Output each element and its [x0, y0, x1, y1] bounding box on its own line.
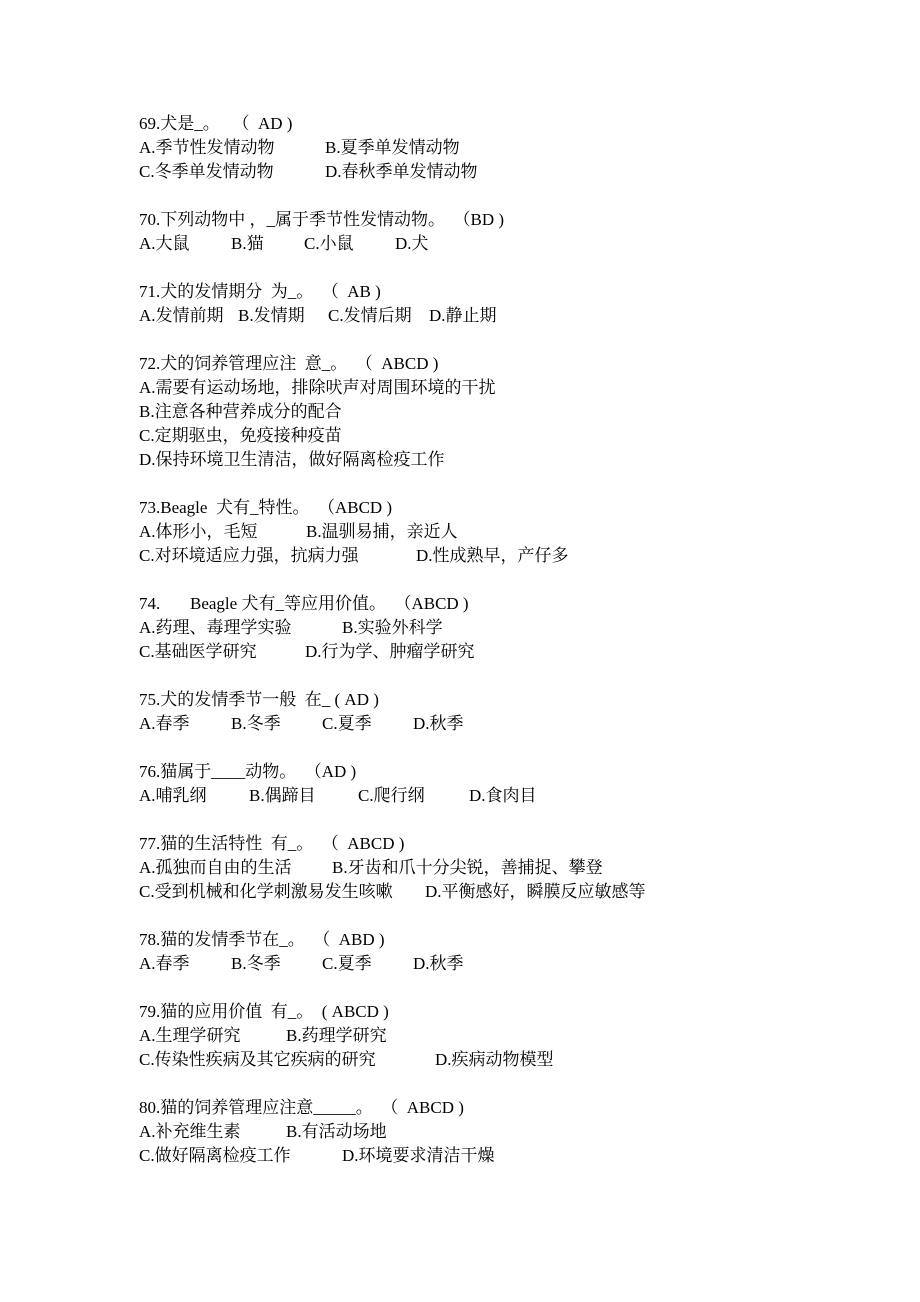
option: C.受到机械和化学刺激易发生咳嗽 — [139, 882, 393, 901]
option: D.保持环境卫生清洁，做好隔离检疫工作 — [139, 450, 445, 469]
option: A.春季 — [139, 714, 190, 733]
option: C.基础医学研究 — [139, 642, 257, 661]
option: D.春秋季单发情动物 — [325, 162, 478, 181]
option: C.小鼠 — [304, 234, 354, 253]
option: C.冬季单发情动物 — [139, 162, 274, 181]
option-row — [139, 160, 899, 184]
option: A.大鼠 — [139, 234, 190, 253]
option-row — [139, 448, 899, 472]
question-72 — [139, 352, 899, 472]
question-73 — [139, 496, 899, 568]
question-78 — [139, 928, 899, 976]
option: A.需要有运动场地，排除吠声对周围环境的干扰 — [139, 378, 496, 397]
option-row — [139, 1048, 899, 1072]
option-row — [139, 544, 899, 568]
option-row — [139, 616, 899, 640]
question-79 — [139, 1000, 899, 1072]
option: C.爬行纲 — [358, 786, 425, 805]
option: B.实验外科学 — [342, 618, 443, 637]
question-69 — [139, 112, 899, 184]
question-stem: 80.猫的饲养管理应注意_____。 （ ABCD ) — [139, 1098, 464, 1117]
option: B.发情期 — [238, 306, 305, 325]
option: B.猫 — [231, 234, 264, 253]
option-row — [139, 952, 899, 976]
option-row — [139, 376, 899, 400]
option-row — [139, 136, 899, 160]
question-75 — [139, 688, 899, 736]
option: A.药理、毒理学实验 — [139, 618, 292, 637]
question-stem: 77.猫的生活特性 有_。 （ ABCD ) — [139, 834, 405, 853]
option: D.疾病动物模型 — [435, 1050, 554, 1069]
question-71 — [139, 280, 899, 328]
option: A.发情前期 — [139, 306, 224, 325]
option-row — [139, 232, 899, 256]
option-row — [139, 1120, 899, 1144]
question-stem: 75.犬的发情季节一般 在_ ( AD ) — [139, 690, 379, 709]
option: B.夏季单发情动物 — [325, 138, 460, 157]
question-stem: 70.下列动物中 ，_属于季节性发情动物。 （BD ) — [139, 210, 505, 229]
option: A.季节性发情动物 — [139, 138, 275, 157]
option-row — [139, 424, 899, 448]
option-row — [139, 1144, 899, 1168]
option: D.食肉目 — [469, 786, 537, 805]
question-70 — [139, 208, 899, 256]
question-stem: 79.猫的应用价值 有_。 ( ABCD ) — [139, 1002, 389, 1021]
question-stem: 74. Beagle 犬有_等应用价值。 （ABCD ) — [139, 594, 469, 613]
option-row — [139, 640, 899, 664]
option-row — [139, 400, 899, 424]
option: D.环境要求清洁干燥 — [342, 1146, 495, 1165]
question-stem: 78.猫的发情季节在_。 （ ABD ) — [139, 930, 385, 949]
question-stem: 76.猫属于____动物。 （AD ) — [139, 762, 357, 781]
option: A.哺乳纲 — [139, 786, 207, 805]
question-74 — [139, 592, 899, 664]
option: C.夏季 — [322, 954, 372, 973]
option: D.静止期 — [429, 306, 497, 325]
option: B.冬季 — [231, 714, 281, 733]
option: B.牙齿和爪十分尖锐，善捕捉、攀登 — [332, 858, 603, 877]
option-row — [139, 856, 899, 880]
option: B.有活动场地 — [286, 1122, 387, 1141]
question-stem: 72.犬的饲养管理应注 意_。 （ ABCD ) — [139, 354, 439, 373]
option: A.孤独而自由的生活 — [139, 858, 292, 877]
option: A.体形小，毛短 — [139, 522, 258, 541]
question-80 — [139, 1096, 899, 1168]
option: D.平衡感好，瞬膜反应敏感等 — [425, 882, 646, 901]
option: C.做好隔离检疫工作 — [139, 1146, 291, 1165]
option: B.药理学研究 — [286, 1026, 387, 1045]
option-row — [139, 880, 899, 904]
option: C.定期驱虫，免疫接种疫苗 — [139, 426, 342, 445]
question-77 — [139, 832, 899, 904]
question-stem: 73.Beagle 犬有_特性。 （ABCD ) — [139, 498, 393, 517]
option: C.传染性疾病及其它疾病的研究 — [139, 1050, 376, 1069]
option-row — [139, 1024, 899, 1048]
option: B.偶蹄目 — [249, 786, 316, 805]
document-page — [139, 112, 899, 1192]
option: D.行为学、肿瘤学研究 — [305, 642, 475, 661]
option-row — [139, 784, 899, 808]
option: D.性成熟早，产仔多 — [416, 546, 569, 565]
option: A.春季 — [139, 954, 190, 973]
option: C.发情后期 — [328, 306, 412, 325]
question-76 — [139, 760, 899, 808]
option-row — [139, 520, 899, 544]
option: D.秋季 — [413, 714, 464, 733]
option: A.生理学研究 — [139, 1026, 241, 1045]
option: C.夏季 — [322, 714, 372, 733]
question-stem: 69.犬是_。 （ AD ) — [139, 114, 293, 133]
option: D.秋季 — [413, 954, 464, 973]
option: C.对环境适应力强，抗病力强 — [139, 546, 359, 565]
option-row — [139, 304, 899, 328]
option: A.补充维生素 — [139, 1122, 241, 1141]
option: B.温驯易捕，亲近人 — [306, 522, 458, 541]
question-stem: 71.犬的发情期分 为_。 （ AB ) — [139, 282, 381, 301]
option: D.犬 — [395, 234, 429, 253]
option-row — [139, 712, 899, 736]
option: B.注意各种营养成分的配合 — [139, 402, 342, 421]
option: B.冬季 — [231, 954, 281, 973]
